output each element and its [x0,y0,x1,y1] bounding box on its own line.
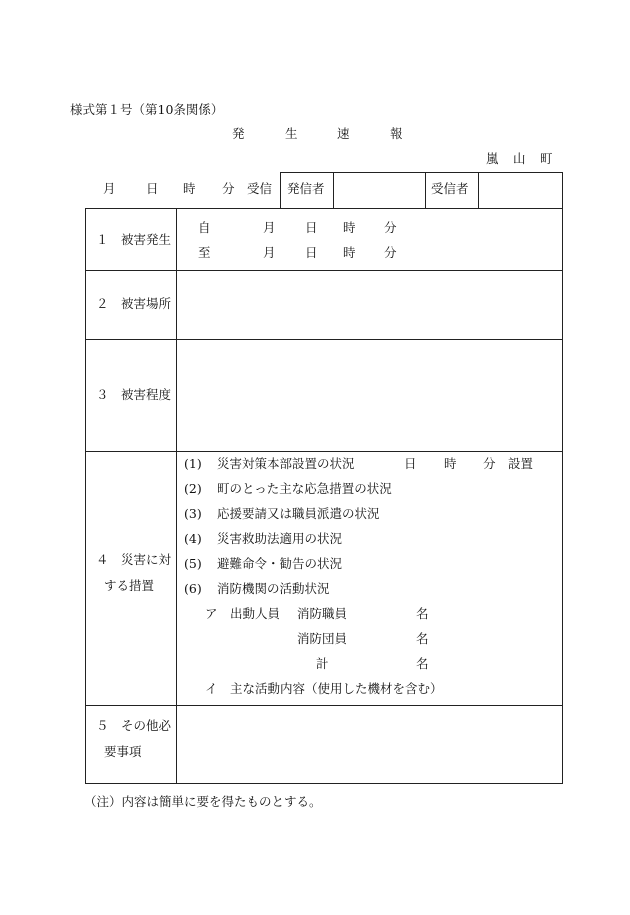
measure-number: (4) [184,531,202,546]
measure-text: 災害対策本部設置の状況 [217,456,355,471]
measure-text: 災害救助法適用の状況 [217,531,343,546]
row-label-damage-location: ２ 被害場所 [96,296,172,311]
hq-minute: 分 [483,456,496,471]
reception-divider [280,172,281,208]
row-label-measures: ４ 災害に対 [96,552,172,567]
reception-divider [562,172,563,208]
table-border [85,208,563,209]
reception-day: 日 [146,181,159,196]
to-day: 日 [305,245,318,260]
to-prefix: 至 [198,245,211,260]
unit-label: 名 [416,656,429,671]
table-border [176,208,177,784]
table-border [85,339,563,340]
reception-hour: 時 [183,181,196,196]
to-minute: 分 [384,245,397,260]
title-char: 報 [390,126,403,141]
measure-number: (3) [184,506,202,521]
measure-text: 避難命令・勧告の状況 [217,556,343,571]
footnote: （注）内容は簡単に要を得たものとする。 [84,794,322,809]
row-label-other: ５ その他必 [96,718,172,733]
dispatch-label: ア 出動人員 [205,606,281,621]
town-char: 嵐 [486,151,499,166]
reception-received: 受信 [247,181,273,196]
table-border [85,270,563,271]
unit-label: 名 [416,631,429,646]
from-hour: 時 [343,220,356,235]
from-minute: 分 [384,220,397,235]
sender-label: 発信者 [287,181,325,196]
title-char: 発 [232,126,245,141]
measure-number: (5) [184,556,202,571]
town-char: 山 [513,151,526,166]
reception-minute: 分 [222,181,235,196]
fire-staff-label: 消防職員 [297,606,348,621]
hq-setup: 設置 [508,456,534,471]
fire-corps-label: 消防団員 [297,631,348,646]
title-char: 生 [285,126,298,141]
town-char: 町 [540,151,553,166]
total-label: 計 [316,656,329,671]
row-label-damage-extent: ３ 被害程度 [96,387,172,402]
table-border [85,783,563,784]
reception-divider [333,172,334,208]
unit-label: 名 [416,606,429,621]
title-char: 速 [337,126,350,141]
form-number: 様式第１号（第10条関係） [70,102,224,117]
reception-divider [425,172,426,208]
to-hour: 時 [343,245,356,260]
table-border [85,208,86,784]
receiver-label: 受信者 [431,181,469,196]
measure-number: (6) [184,581,202,596]
measure-text: 応援要請又は職員派遣の状況 [217,506,380,521]
hq-day: 日 [404,456,417,471]
table-border [85,705,563,706]
row-label-damage-occurrence: １ 被害発生 [96,232,172,247]
table-border [562,208,563,784]
reception-box-top [280,172,563,173]
from-prefix: 自 [198,220,211,235]
row-label-measures-cont: する措置 [104,578,155,593]
hq-hour: 時 [444,456,457,471]
reception-month: 月 [103,181,116,196]
table-border [85,451,563,452]
to-month: 月 [263,245,276,260]
measure-text: 消防機関の活動状況 [217,581,330,596]
measure-number: (1) [184,456,202,471]
row-label-other-cont: 要事項 [104,744,142,759]
reception-divider [478,172,479,208]
from-day: 日 [305,220,318,235]
measure-text: 町のとった主な応急措置の状況 [217,481,392,496]
main-activity-label: イ 主な活動内容（使用した機材を含む） [205,681,443,696]
from-month: 月 [263,220,276,235]
measure-number: (2) [184,481,202,496]
